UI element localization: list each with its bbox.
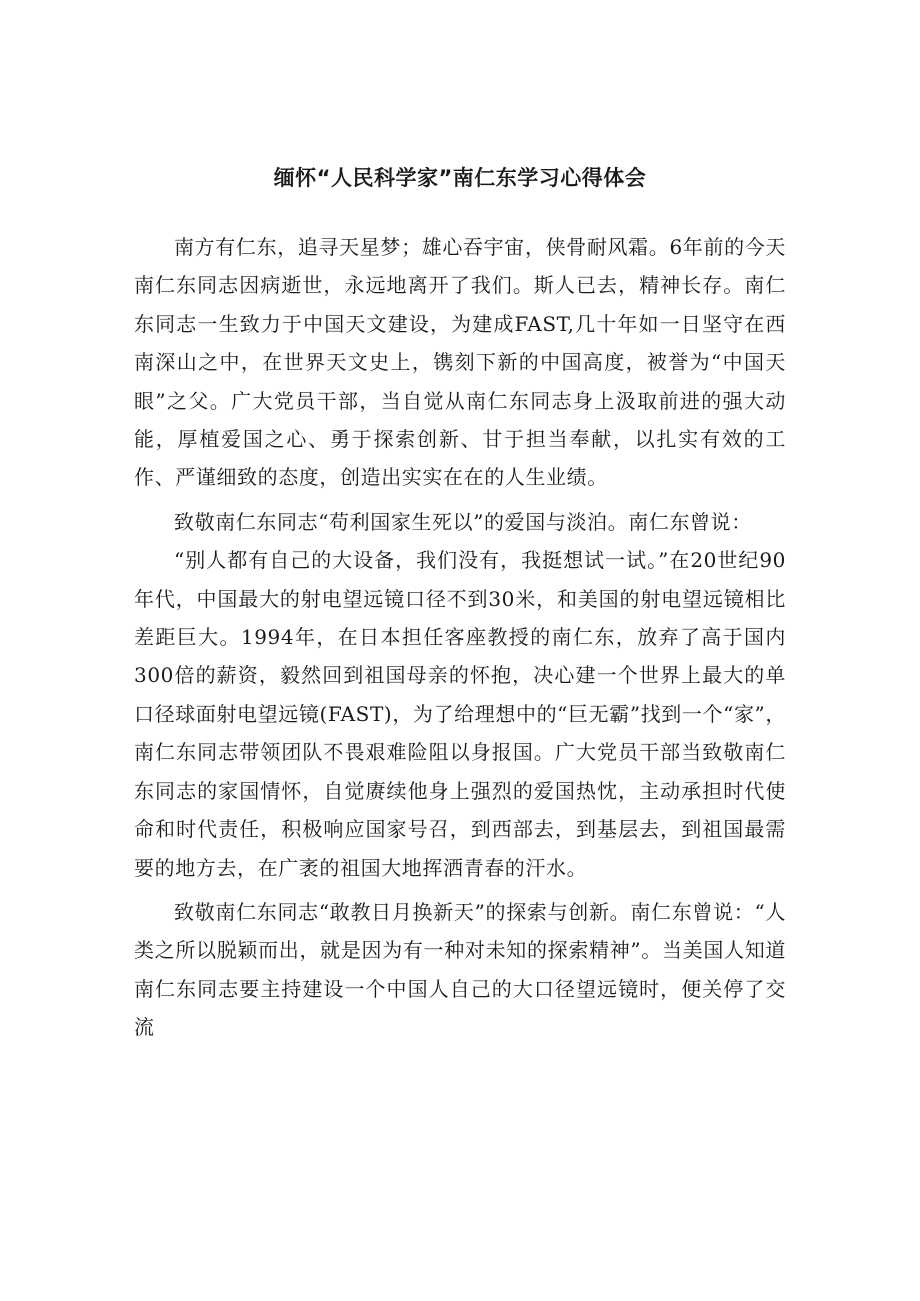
paragraph-innovation: 致敬南仁东同志“敢教日月换新天”的探索与创新。南仁东曾说：“人类之所以脱颖而出，就是因为有一种对未知的探索精神”。当美国人知道南仁东同志要主持建设一个中国人自己的大口径望远镜时，便关停了交流 (134, 899, 786, 1040)
document-title: 缅怀“人民科学家”南仁东学习心得体会 (273, 166, 647, 190)
document-body (134, 228, 786, 1047)
paragraph-patriotism-body: “别人都有自己的大设备，我们没有，我挺想试一试。”在20世纪90年代，中国最大的射电望远镜口径不到30米，和美国的射电望远镜相比差距巨大。1994年，在日本担任客座教授的南仁东，放弃了高于国内300倍的薪资，毅然回到祖国母亲的怀抱，决心建一个世界上最大的单口径球面射电望远镜(FAST)，为了给理想中的“巨无霸”找到一个“家”，南仁东同志带领团队不畏艰难险阻以身报国。广大党员干部当致敬南仁东同志的家国情怀，自觉赓续他身上强烈的爱国热忱，主动承担时代使命和时代责任，积极响应国家号召，到西部去，到基层去，到祖国最需要的地方去，在广袤的祖国大地挥洒青春的汗水。 (134, 548, 787, 880)
paragraph-intro: 南方有仁东，追寻天星梦；雄心吞宇宙，侠骨耐风霜。6年前的今天南仁东同志因病逝世，永远地离开了我们。斯人已去，精神长存。南仁东同志一生致力于中国天文建设，为建成FAST,几十年如一日坚守在西南深山之中，在世界天文史上，镌刻下新的中国高度，被誉为“中国天眼”之父。广大党员干部，当自觉从南仁东同志身上汲取前进的强大动能，厚植爱国之心、勇于探索创新、甘于担当奉献，以扎实有效的工作、严谨细致的态度，创造出实实在在的人生业绩。 (134, 235, 786, 490)
paragraph-patriotism-heading: 致敬南仁东同志“苟利国家生死以”的爱国与淡泊。南仁东曾说： (174, 509, 752, 534)
